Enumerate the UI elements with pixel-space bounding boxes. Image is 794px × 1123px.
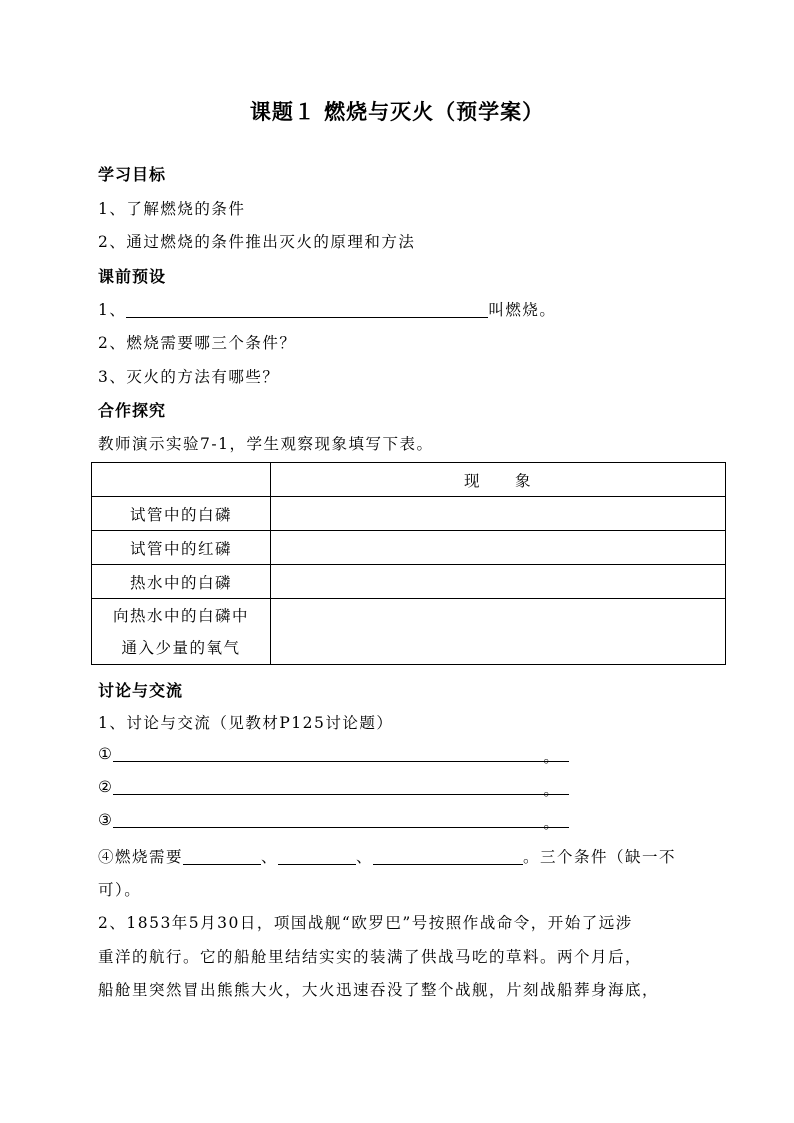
discuss-item-2-line-2: 重洋的航行。它的船舱里结结实实的装满了供战马吃的草料。两个月后，	[98, 948, 643, 966]
table-header-observation: 现 象	[271, 463, 726, 497]
answer-blank-2[interactable]	[113, 778, 543, 795]
table-row-label-line-2: 通入少量的氧气	[121, 638, 241, 657]
observation-table	[91, 462, 726, 665]
section-heading-preview: 课前预设	[98, 267, 167, 286]
preview-q1-suffix: 叫燃烧。	[488, 301, 557, 319]
preview-question-3: 3、灭火的方法有哪些？	[98, 368, 280, 386]
goal-item-1: 1、了解燃烧的条件	[98, 200, 246, 218]
answer-blank-3[interactable]	[113, 811, 543, 828]
discuss-answer-1	[98, 745, 569, 766]
discuss-answer-3	[98, 811, 569, 832]
table-row-label: 热水中的白磷	[92, 565, 271, 599]
condition-blank-2[interactable]	[278, 848, 356, 865]
item4-separator-2: 、	[356, 848, 374, 866]
table-row	[92, 565, 726, 599]
table-row	[92, 497, 726, 531]
discuss-item-1: 1、讨论与交流（见教材P125讨论题）	[98, 714, 394, 732]
table-observation-cell[interactable]	[271, 531, 726, 565]
discuss-answer-2	[98, 778, 569, 799]
item4-prefix: ④燃烧需要	[98, 848, 184, 866]
table-row-label: 试管中的红磷	[92, 531, 271, 565]
section-heading-explore: 合作探究	[98, 401, 167, 420]
item4-separator-1: 、	[261, 848, 279, 866]
preview-q1-prefix: 1、	[98, 301, 127, 319]
answer-end-mark-2: 。	[543, 778, 569, 795]
condition-blank-1[interactable]	[183, 848, 261, 865]
preview-q1-blank[interactable]	[126, 301, 488, 318]
preview-question-2: 2、燃烧需要哪三个条件？	[98, 334, 297, 352]
discuss-item-2-line-3: 船舱里突然冒出熊熊大火，大火迅速吞没了整个战舰，片刻战船葬身海底，	[98, 981, 660, 999]
table-row-label: 试管中的白磷	[92, 497, 271, 531]
page-title: 课题１ 燃烧与灭火（预学案）	[249, 99, 545, 124]
table-observation-cell[interactable]	[271, 599, 726, 665]
answer-blank-1[interactable]	[113, 745, 543, 762]
item4-suffix: 。三个条件（缺一不	[523, 848, 677, 866]
explore-intro: 教师演示实验7-1，学生观察现象填写下表。	[98, 435, 434, 453]
section-heading-discuss: 讨论与交流	[98, 681, 184, 700]
preview-question-1	[98, 298, 556, 320]
answer-end-mark-1: 。	[543, 745, 569, 762]
table-header-empty-cell	[92, 463, 271, 497]
table-row-label-line-1: 向热水中的白磷中	[112, 606, 249, 625]
table-row	[92, 599, 726, 665]
circle-number-2: ②	[98, 778, 114, 796]
goal-item-2: 2、通过燃烧的条件推出灭火的原理和方法	[98, 233, 416, 251]
discuss-answer-4	[98, 845, 676, 867]
discuss-item-2-line-1: 2、1853年5月30日，项国战舰“欧罗巴”号按照作战命令，开始了远涉	[98, 914, 633, 932]
condition-blank-3[interactable]	[373, 848, 523, 865]
circle-number-3: ③	[98, 811, 114, 829]
table-row	[92, 531, 726, 565]
table-row-label-multiline	[92, 599, 271, 665]
section-heading-goals: 学习目标	[98, 165, 167, 184]
table-observation-cell[interactable]	[271, 565, 726, 599]
table-header-row	[92, 463, 726, 497]
circle-number-1: ①	[98, 745, 114, 763]
answer-end-mark-3: 。	[543, 811, 569, 828]
table-observation-cell[interactable]	[271, 497, 726, 531]
discuss-answer-4-continued: 可）。	[98, 881, 142, 899]
